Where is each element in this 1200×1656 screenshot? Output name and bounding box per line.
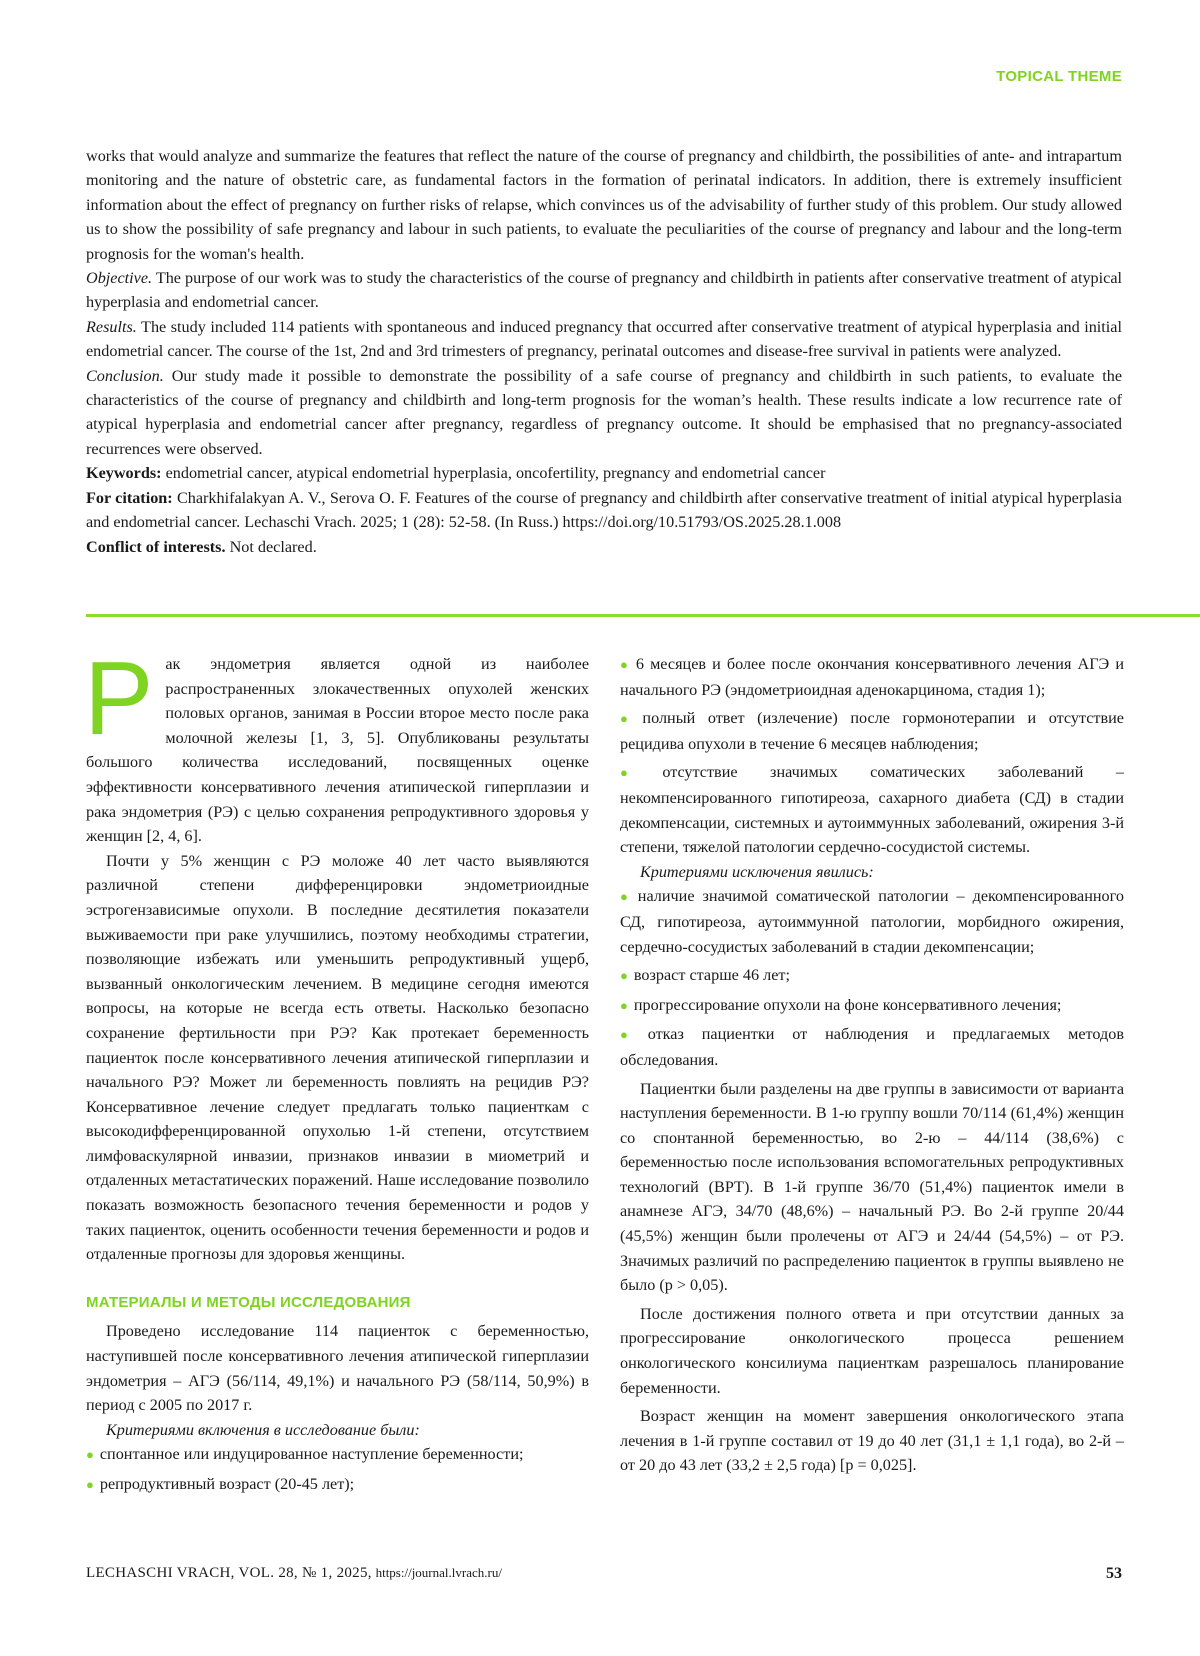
- abstract-objective: [86, 266, 1122, 315]
- conflict-label: Conflict of interests.: [86, 537, 226, 556]
- list-item: [620, 760, 1124, 859]
- keywords-label: Keywords:: [86, 464, 162, 483]
- bullet-icon: ●: [86, 1477, 94, 1492]
- intro-paragraph: [84, 641, 589, 849]
- page-number: 53: [1106, 1565, 1122, 1582]
- right-column: [620, 652, 1124, 1478]
- abstract: [86, 144, 1122, 559]
- list-item-text: прогрессирование опухоли на фоне консервативного лечения;: [633, 995, 1062, 1014]
- intro-text: ак эндометрия является одной из наиболее распространенных злокачественных опухолей женских половых органов, занимая в России второе место после рака молочной железы [1, 3, 5]. Опубликованы результаты большого количества исследований, посвященных оценке эффективности консервативного лечения атипической гиперплазии и рака эндометрия (РЭ) с целью сохранения репродуктивного здоровья у женщин [2, 4, 6].: [86, 655, 589, 846]
- objective-text: The purpose of our work was to study the characteristics of the course of pregnancy and childbirth in patients after conservative treatment of atypical hyperplasia and endometrial cancer.: [86, 269, 1122, 312]
- body-paragraph: Проведено исследование 114 пациенток с беременностью, наступившей после консервативного лечения атипической гиперплазии эндометрия – АГЭ (56/114, 49,1%) и начального РЭ (58/114, 50,9%) в период с 2005 по 2017 г.: [86, 1322, 589, 1415]
- body-paragraph: Почти у 5% женщин с РЭ моложе 40 лет часто выявляются различной степени дифференцировки эндометриоидные эстрогензависимые опухоли. В последние десятилетия показатели выживаемости при раке улучшились, поэтому необходимы стратегии, позволяющие избежать или уменьшить репродуктивный ущерб, вызванный онкологическим лечением. В медицине сегодня имеются вопросы, на которые не всегда есть ответы. Насколько безопасно сохранение фертильности при РЭ? Как протекает беременность пациенток после консервативного лечения атипической гиперплазии и начального РЭ? Может ли беременность повлиять на рецидив РЭ? Консервативное лечение следует предлагать только пациенткам с высокодифференцированной опухолью 1-й степени, отсутствием лимфоваскулярной инвазии, признаков инвазии в миометрий и отдаленных метастатических поражений. Наше исследование позволило показать возможность безопасного течения беременности и родов у таких пациенток, оценить особенности течения беременности и родов и отдаленные прогнозы для здоровья женщины.: [86, 851, 589, 1264]
- keywords-text: endometrial cancer, atypical endometrial hyperplasia, oncofertility, pregnancy and endometrial cancer: [161, 464, 826, 483]
- bullet-icon: ●: [86, 1447, 94, 1463]
- abstract-keywords: [86, 461, 1122, 485]
- conclusion-text: Our study made it possible to demonstrate the possibility of a safe course of pregnancy and childbirth in such patients, to evaluate the characteristics of the course of pregnancy and childbirth and long-term prognosis for the woman’s health. These results indicate a low recurrence rate of atypical hyperplasia and endometrial cancer after pregnancy, regardless of pregnancy outcome. It should be emphasised that no pregnancy-associated recurrences were observed.: [86, 366, 1122, 458]
- exclusion-criteria-title: Критериями исключения явились:: [640, 862, 874, 881]
- list-item-text: отсутствие значимых соматических заболеваний – некомпенсированного гипотиреоза, сахарного диабета (СД) в стадии декомпенсации, системных и аутоиммунных заболеваний, ожирения 3-й степени, тяжелой патологии сердечно-сосудистой системы.: [620, 763, 1124, 857]
- results-text: The study included 114 patients with spontaneous and induced pregnancy that occurred after conservative treatment of atypical hyperplasia and initial endometrial cancer. The course of the 1st, 2nd and 3rd trimesters of pregnancy, perinatal outcomes and disease-free survival in patients were analyzed.: [86, 317, 1122, 361]
- conclusion-label: Conclusion.: [86, 366, 164, 385]
- abstract-results: [86, 315, 1122, 364]
- list-item: [620, 652, 1124, 702]
- citation-text: Charkhifalakyan A. V., Serova O. F. Features of the course of pregnancy and childbirth after conservative treatment of initial atypical hyperplasia and endometrial cancer. Lechaschi Vrach. 2025; 1 (28): 52-58. (In Russ.) https://doi.org/10.51793/OS.2025.28.1.008: [86, 488, 1122, 532]
- list-item-text: наличие значимой соматической патологии – декомпенсированного СД, гипотиреоза, аутоиммунной патологии, морбидного ожирения, сердечно-сосудистых заболеваний в стадии декомпенсации;: [620, 887, 1124, 956]
- bullet-icon: ●: [620, 997, 628, 1013]
- list-item: [86, 1442, 589, 1468]
- list-item-text: репродуктивный возраст (20-45 лет);: [99, 1475, 355, 1493]
- list-item: [86, 1472, 589, 1498]
- abstract-intro: works that would analyze and summarize the features that reflect the nature of the course of pregnancy and childbirth, the possibilities of ante- and intrapartum monitoring and the nature of obstetric care, as fundamental factors in the formation of perinatal indicators. In addition, there is extremely insufficient information about the effect of pregnancy on further risks of relapse, which convinces us of the advisability of further study of this problem. Our study allowed us to show the possibility of safe pregnancy and labour in such patients, to evaluate the peculiarities of the course of pregnancy and labour and the long-term prognosis for the woman's health.: [86, 147, 1122, 263]
- list-item: [620, 706, 1124, 756]
- results-label: Results.: [86, 317, 137, 336]
- list-item-text: спонтанное или индуцированное наступление беременности;: [99, 1445, 524, 1464]
- bullet-icon: ●: [620, 889, 632, 905]
- objective-label: Objective.: [86, 269, 153, 288]
- bullet-icon: ●: [620, 968, 628, 984]
- abstract-conflict: [86, 535, 1122, 559]
- drop-cap: Р: [84, 641, 154, 757]
- left-column: [84, 641, 589, 1498]
- body-paragraph: Возраст женщин на момент завершения онкологического этапа лечения в 1-й группе составил от 19 до 40 лет (31,1 ± 1,1 года), во 2-й – от 20 до 43 лет (33,2 ± 2,5 года) [p = 0,025].: [620, 1407, 1124, 1475]
- list-item-text: возраст старше 46 лет;: [633, 966, 790, 985]
- page-footer: [86, 1565, 1122, 1582]
- section-heading-methods: МАТЕРИАЛЫ И МЕТОДЫ ИССЛЕДОВАНИЯ: [86, 1293, 411, 1311]
- journal-name: LECHASCHI VRACH, VOL. 28, № 1, 2025,: [86, 1565, 372, 1581]
- list-item: [620, 993, 1124, 1019]
- list-item-text: отказ пациентки от наблюдения и предлагаемых методов обследования.: [620, 1025, 1124, 1069]
- inclusion-criteria-title: Критериями включения в исследование были:: [106, 1420, 420, 1439]
- list-item-text: полный ответ (излечение) после гормонотерапии и отсутствие рецидива опухоли в течение 6 месяцев наблюдения;: [620, 709, 1124, 753]
- citation-label: For citation:: [86, 488, 173, 507]
- body-paragraph: После достижения полного ответа и при отсутствии данных за прогрессирование онкологического процесса решением онкологического консилиума пациенткам разрешалось планирование беременности.: [620, 1304, 1124, 1397]
- bullet-icon: ●: [620, 711, 637, 727]
- body-paragraph: Пациентки были разделены на две группы в зависимости от варианта наступления беременности. В 1-ю группу вошли 70/114 (61,4%) женщин со спонтанной беременностью, во 2-ю – 44/114 (38,6%) с беременностью после использования вспомогательных репродуктивных технологий (ВРТ). В 1-й группе 36/70 (51,4%) пациенток имели в анамнезе АГЭ, 34/70 (48,6%) – начальный РЭ. Во 2-й группе 20/44 (45,5%) женщин были пролечены от АГЭ и 24/44 (54,5%) – от РЭ. Значимых различий по распределению пациенток в группы выявлено не было (p > 0,05).: [620, 1079, 1124, 1295]
- bullet-icon: ●: [620, 765, 657, 781]
- conflict-text: Not declared.: [225, 537, 317, 556]
- bullet-icon: ●: [620, 657, 630, 672]
- abstract-citation: [86, 486, 1122, 535]
- abstract-conclusion: [86, 364, 1122, 462]
- bullet-icon: ●: [620, 1027, 642, 1043]
- section-divider: [86, 614, 1200, 617]
- journal-url[interactable]: https://journal.lvrach.ru/: [375, 1565, 502, 1580]
- list-item-text: 6 месяцев и более после окончания консервативного лечения АГЭ и начального РЭ (эндометриоидная аденокарцинома, стадия 1);: [620, 655, 1124, 699]
- list-item: [620, 884, 1124, 959]
- list-item: [620, 1022, 1124, 1072]
- list-item: [620, 963, 1124, 989]
- section-tag: TOPICAL THEME: [996, 68, 1122, 85]
